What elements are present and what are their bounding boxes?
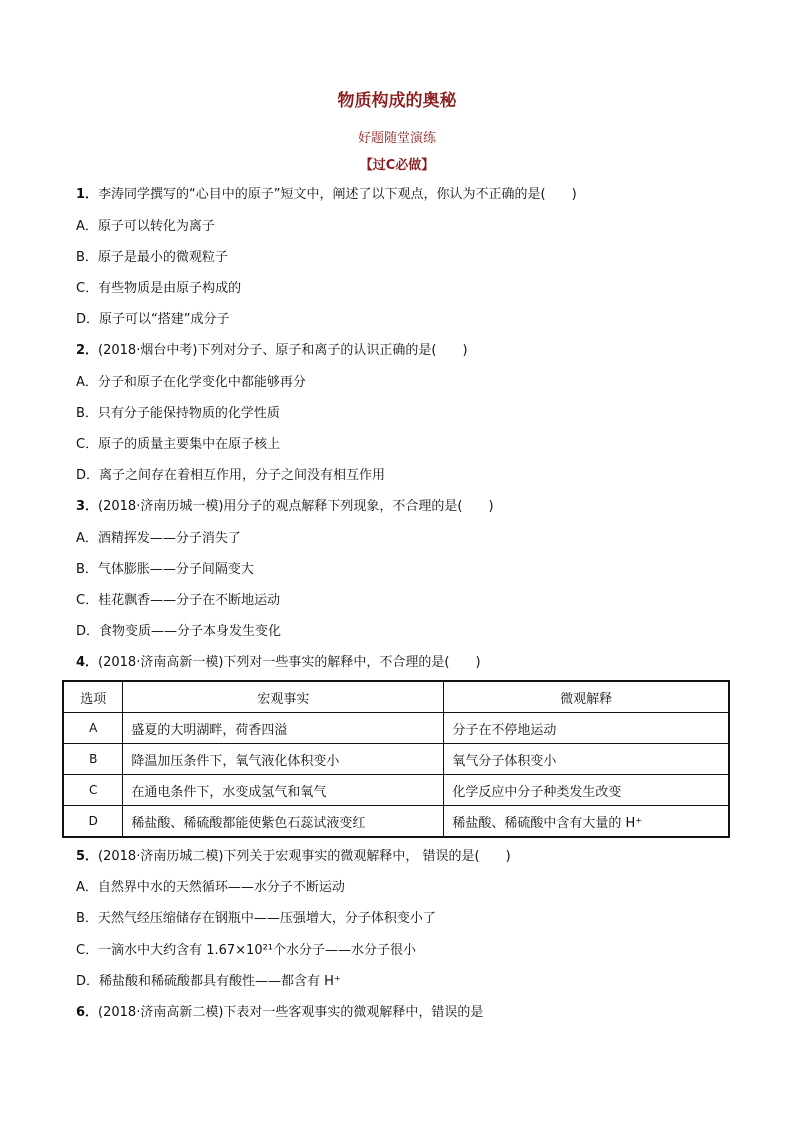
option: B．只有分子能保持物质的化学性质: [76, 406, 280, 421]
option: A．自然界中水的天然循环——水分子不断运动: [76, 880, 345, 895]
table-cell: 氧气分子体积变小: [444, 744, 729, 775]
table-row: [63, 806, 729, 838]
option: A．酒精挥发——分子消失了: [76, 531, 241, 546]
table-cell: C: [63, 775, 123, 806]
option: C．有些物质是由原子构成的: [76, 281, 242, 296]
document-subtitle: 好题随堂演练: [357, 131, 436, 146]
option: B．气体膨胀——分子间隔变大: [76, 562, 254, 577]
table-cell: 稀盐酸、稀硫酸都能使紫色石蕊试液变红: [123, 806, 444, 838]
option: D．稀盐酸和稀硫酸都具有酸性——都含有 H⁺: [76, 974, 341, 989]
table-cell: 盛夏的大明湖畔，荷香四溢: [123, 713, 444, 744]
document-title: 物质构成的奥秘: [337, 91, 457, 111]
table-cell: 降温加压条件下，氧气液化体积变小: [123, 744, 444, 775]
table-cell: 在通电条件下，水变成氢气和氧气: [123, 775, 444, 806]
question-number: 1．: [76, 187, 99, 202]
facts-table: [62, 680, 730, 838]
table-cell: A: [63, 713, 123, 744]
option: C．原子的质量主要集中在原子核上: [76, 437, 281, 452]
question-stem: (2018·烟台中考)下列对分子、原子和离子的认识正确的是( ): [98, 343, 468, 358]
question-3: [76, 498, 494, 516]
option: D．离子之间存在着相互作用，分子之间没有相互作用: [76, 468, 386, 483]
table-cell: 化学反应中分子种类发生改变: [444, 775, 729, 806]
question-stem: (2018·济南高新二模)下表对一些客观事实的微观解释中，错误的是: [98, 1005, 484, 1020]
table-header: 选项: [63, 681, 123, 713]
table-row: [63, 775, 729, 806]
question-4: [76, 654, 481, 672]
question-number: 4．: [76, 655, 99, 670]
question-stem: (2018·济南高新一模)下列对一些事实的解释中，不合理的是( ): [98, 655, 481, 670]
question-number: 3．: [76, 499, 99, 514]
question-stem: (2018·济南历城一模)用分子的观点解释下列现象，不合理的是( ): [98, 499, 494, 514]
option: A．分子和原子在化学变化中都能够再分: [76, 375, 306, 390]
table-cell: D: [63, 806, 123, 838]
table-header-row: [63, 681, 729, 713]
option: B．天然气经压缩储存在钢瓶中——压强增大，分子体积变小了: [76, 911, 436, 926]
option: C．桂花飘香——分子在不断地运动: [76, 593, 281, 608]
question-number: 2．: [76, 343, 99, 358]
table-cell: B: [63, 744, 123, 775]
section-heading: 【过C必做】: [359, 158, 435, 173]
option: C．一滴水中大约含有 1.67×10²¹个水分子——水分子很小: [76, 943, 417, 958]
option: A．原子可以转化为离子: [76, 219, 215, 234]
question-5: [76, 848, 511, 866]
question-2: [76, 342, 468, 360]
question-stem: 李涛同学撰写的“心目中的原子”短文中，阐述了以下观点，你认为不正确的是( ): [98, 187, 577, 202]
table-cell: 分子在不停地运动: [444, 713, 729, 744]
question-6: [76, 1004, 483, 1022]
table-header: 微观解释: [444, 681, 729, 713]
option: D．食物变质——分子本身发生变化: [76, 624, 282, 639]
question-number: 5．: [76, 849, 99, 864]
question-1: [76, 186, 577, 204]
table-row: [63, 713, 729, 744]
question-stem: (2018·济南历城二模)下列关于宏观事实的微观解释中， 错误的是( ): [98, 849, 511, 864]
table-header: 宏观事实: [123, 681, 444, 713]
table-cell: 稀盐酸、稀硫酸中含有大量的 H⁺: [444, 806, 729, 838]
table-row: [63, 744, 729, 775]
option: D．原子可以“搭建”成分子: [76, 312, 230, 327]
option: B．原子是最小的微观粒子: [76, 250, 228, 265]
question-number: 6．: [76, 1005, 99, 1020]
